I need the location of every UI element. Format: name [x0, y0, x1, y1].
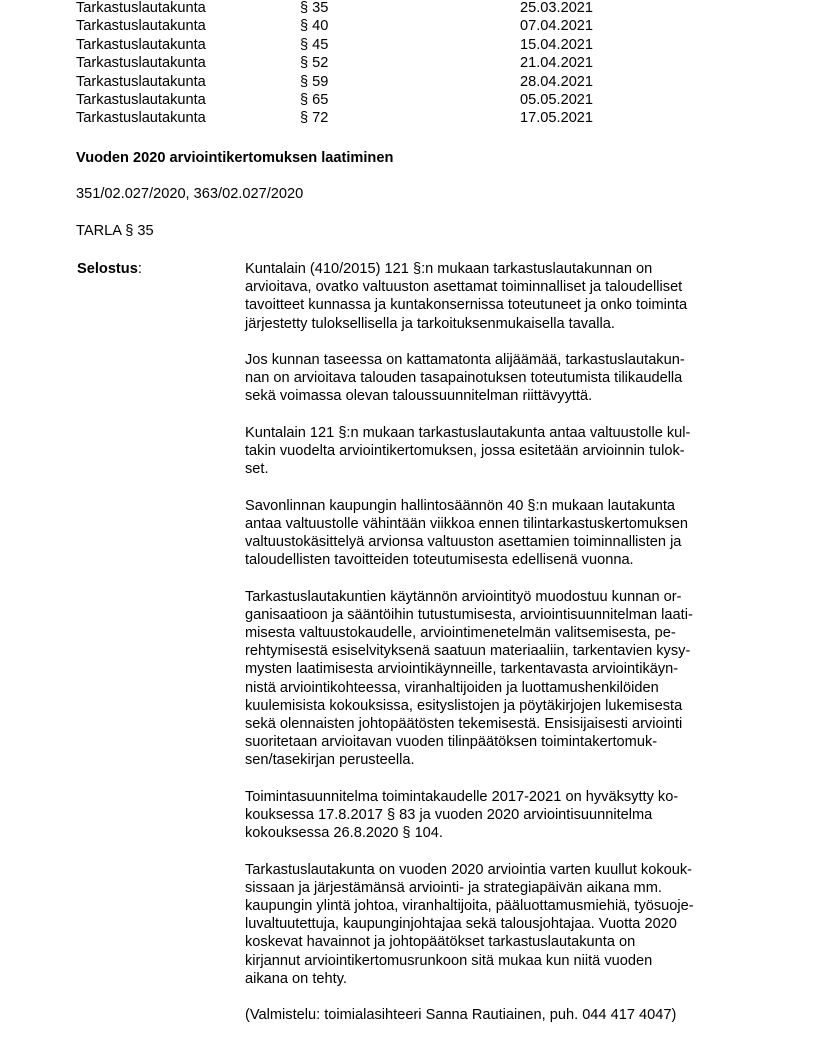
meeting-date: 05.05.2021 [520, 91, 594, 108]
meeting-date: 21.04.2021 [520, 55, 594, 72]
body-paragraph: Tarkastuslautakuntien käytännön arviointityö muodostuu kunnan or- ganisaatioon ja sääntöihin tutustumisesta, arviointisuunnitelman laati- misesta valtuustokaudelle, arviointimenetelmän valitsemisesta, pe- rehtymisestä esiselvityksenä saatuun materiaaliin, tarkentavien kysy- mysten laatimisesta arviointikäynneille, tarkentavasta arviointikäyn- nistä arviointikohteessa, viranhaltijoiden ja luottamushenkilöiden kuulemisista kokouksissa, esityslistojen ja pöytäkirjojen lukemisesta sekä olennaisten johtopäätösten tekemisestä. Ensisijaisesti arviointi suoritetaan arvioitavan vuoden tilinpäätöksen toimintakertomuk- sen/tasekirjan perusteella. [245, 588, 693, 769]
meeting-date: 25.03.2021 [520, 0, 594, 16]
meeting-row [76, 54, 716, 72]
meeting-body: Tarkastuslautakunta [76, 55, 206, 72]
meeting-row [76, 0, 716, 17]
section-label-text: Selostus [77, 261, 138, 277]
reference-numbers: 351/02.027/2020, 363/02.027/2020 [76, 186, 304, 202]
meeting-body: Tarkastuslautakunta [76, 110, 206, 127]
meeting-row [76, 91, 716, 109]
body-paragraph: Kuntalain 121 §:n mukaan tarkastuslautakunta antaa valtuustolle kul- takin vuodelta arviointikertomuksen, jossa esitetään arvioinnin tulok- set. [245, 424, 691, 478]
meeting-body: Tarkastuslautakunta [76, 91, 206, 108]
section-body [245, 260, 745, 1043]
meeting-section: § 72 [300, 110, 329, 127]
meeting-row [76, 73, 716, 91]
meeting-row [76, 36, 716, 54]
meeting-date: 17.05.2021 [520, 110, 594, 127]
body-paragraph: Savonlinnan kaupungin hallintosäännön 40 §:n mukaan lautakunta antaa valtuustolle vähintään viikkoa ennen tilintarkastuskertomuksen valtuustokäsittelyä arvionsa valtuuston asettamien toiminnallisten ja taloudellisten tavoitteiden toteutumisesta edellisenä vuonna. [245, 497, 688, 569]
meeting-section: § 59 [300, 73, 329, 90]
section-label [77, 260, 142, 278]
meeting-body: Tarkastuslautakunta [76, 73, 206, 90]
body-paragraph: Tarkastuslautakunta on vuoden 2020 arviointia varten kuullut kokouk- sissaan ja järjestämänsä arviointi- ja strategiapäivän aikana mm. kaupungin ylintä johtoa, viranhaltijoita, pääluottamusmiehiä, työsuoje- luvaltuutettuja, kaupunginjohtajaa sekä talousjohtajaa. Vuotta 2020 koskevat havainnot ja johtopäätökset tarkastuslautakunta on kirjannut arviointikertomusrunkoon sitä mukaa kun niitä vuoden aikana on tehty. [245, 861, 694, 987]
meeting-body: Tarkastuslautakunta [76, 0, 206, 16]
meeting-body: Tarkastuslautakunta [76, 36, 206, 53]
meeting-section: § 65 [300, 91, 329, 108]
tarla-reference: TARLA § 35 [76, 223, 154, 239]
preparer-note: (Valmistelu: toimialasihteeri Sanna Rautiainen, puh. 044 417 4047) [245, 1007, 677, 1024]
meeting-body: Tarkastuslautakunta [76, 18, 206, 35]
meeting-date: 07.04.2021 [520, 18, 594, 35]
item-heading: Vuoden 2020 arviointikertomuksen laatiminen [76, 150, 394, 166]
body-paragraph: Jos kunnan taseessa on kattamatonta alijäämää, tarkastuslautakun- nan on arvioitava talouden tasapainotuksen toteutumista tilikaudella sekä voimassa olevan taloussuunnitelman riittävyyttä. [245, 352, 685, 405]
meeting-row [76, 17, 716, 35]
meeting-date: 28.04.2021 [520, 73, 594, 90]
meeting-date: 15.04.2021 [520, 36, 594, 53]
body-paragraph: Toimintasuunnitelma toimintakaudelle 2017-2021 on hyväksytty ko- kouksessa 17.8.2017 § 83 ja vuoden 2020 arviointisuunnitelma kokouksessa 26.8.2020 § 104. [245, 788, 679, 842]
section-label-colon: : [137, 261, 142, 277]
meeting-row [76, 109, 716, 127]
body-paragraph: Kuntalain (410/2015) 121 §:n mukaan tarkastuslautakunnan on arvioitava, ovatko valtuuston asettamat toiminnalliset ja taloudelliset tavoitteet kunnassa ja kuntakonsernissa toteutuneet ja onko toiminta järjestetty tuloksellisella ja tarkoituksenmukaisella tavalla. [245, 261, 688, 332]
meeting-section: § 45 [300, 36, 329, 53]
meeting-section: § 35 [300, 0, 329, 16]
meeting-list [76, 0, 716, 128]
meeting-section: § 40 [300, 18, 329, 35]
meeting-section: § 52 [300, 55, 329, 72]
